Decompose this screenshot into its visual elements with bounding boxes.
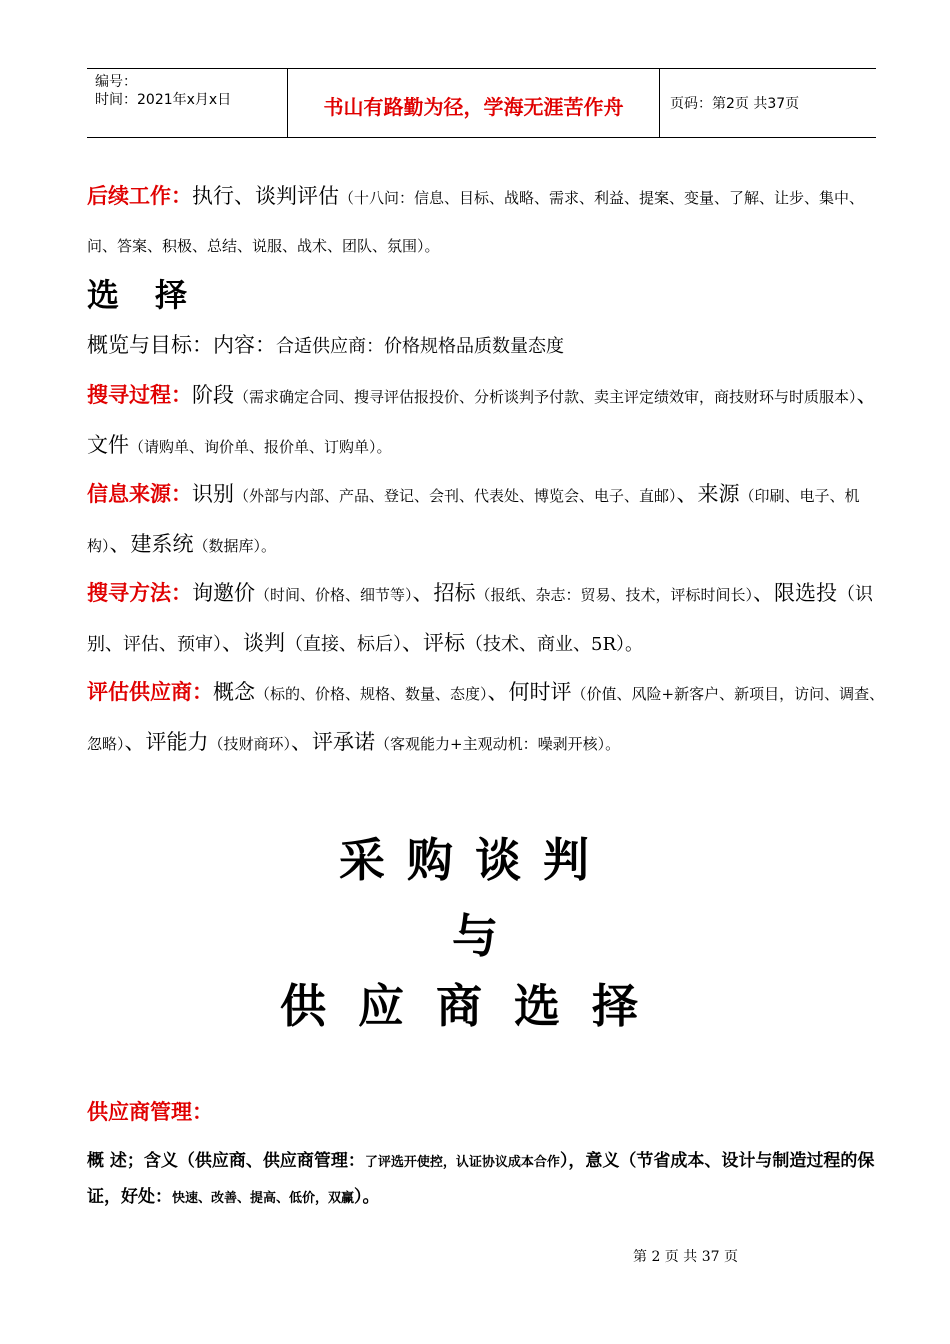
overview-note: 了评选开使控，认证协议成本合作 xyxy=(364,1155,560,1170)
paragraph-note: （直接、标后） xyxy=(285,634,402,655)
paragraph-note: （十八问：信息、目标、战略、需求、利益、提案、变量、了解、让步、集中、问、答案、积极、总结、说服、战术、团队、氛围）。 xyxy=(87,189,865,255)
paragraph-note: （外部与内部、产品、登记、会刊、代表处、博览会、电子、直邮） xyxy=(234,487,677,505)
paragraph-note: （技术、商业、5R）。 xyxy=(465,634,644,655)
document-number-label: 编号： xyxy=(95,74,137,90)
document-title-line-3: 供应商选择 xyxy=(280,979,670,1033)
header-info-cell xyxy=(87,69,287,137)
paragraph-search-method xyxy=(87,569,887,669)
paragraph-text: 、来源 xyxy=(676,482,740,506)
paragraph-text: 询邀价 xyxy=(192,581,255,605)
overview-text: 概 述；含义（供应商、供应商管理： xyxy=(87,1151,365,1171)
header-motto: 书山有路勤为径，学海无涯苦作舟 xyxy=(287,69,660,137)
paragraph-note: （报纸、杂志：贸易、技术，评标时间长） xyxy=(475,586,754,604)
paragraph-overview-goal xyxy=(87,321,887,371)
paragraph-text: 阶段 xyxy=(192,383,234,407)
follow-up-work-label: 后续工作： xyxy=(87,184,192,208)
paragraph-note: （时间、价格、细节等） xyxy=(255,586,413,604)
paragraph-note: （标的、价格、规格、数量、态度） xyxy=(255,685,488,703)
document-title-line-1: 采购谈判 xyxy=(339,833,611,887)
paragraph-text: 、何时评 xyxy=(487,680,572,704)
paragraph-text: 、文件 xyxy=(87,383,878,457)
paragraph-follow-up-work xyxy=(87,172,887,270)
search-process-label: 搜寻过程： xyxy=(87,383,192,407)
page-footer: 第 2 页 共 37 页 xyxy=(633,1249,738,1265)
search-method-label: 搜寻方法： xyxy=(87,581,192,605)
paragraph-text: 、评标 xyxy=(402,631,465,655)
paragraph-note: （价值、风险+新客户、新项目，访问、调查、忽略） xyxy=(87,685,885,753)
information-source-label: 信息来源： xyxy=(87,482,192,506)
overview-text: ）。 xyxy=(354,1187,380,1207)
paragraph-information-source xyxy=(87,470,887,570)
section-heading-select: 选择 xyxy=(87,276,224,314)
supplier-management-heading: 供应商管理： xyxy=(87,1100,213,1124)
paragraph-note: （识别、评估、预审） xyxy=(87,584,874,655)
paragraph-evaluate-supplier xyxy=(87,668,887,768)
paragraph-note: （印刷、电子、机构） xyxy=(87,487,860,555)
paragraph-note: （数据库）。 xyxy=(193,537,277,555)
paragraph-text: 、限选投 xyxy=(753,581,838,605)
paragraph-text: 、评承诺 xyxy=(291,730,376,754)
document-title-line-2: 与 xyxy=(452,909,498,963)
paragraph-text: 概念 xyxy=(213,680,255,704)
paragraph-note: 合适供应商：价格规格品质数量态度 xyxy=(276,336,564,357)
paragraph-note: （客观能力+主观动机：噪剥开核）。 xyxy=(375,735,621,753)
paragraph-text: 、评能力 xyxy=(124,730,209,754)
paragraph-text: 、建系统 xyxy=(109,532,194,556)
paragraph-note: （技财商环） xyxy=(208,735,292,753)
overview-text: ），意义（节省成本、设计与制造过程的保证，好处： xyxy=(87,1151,875,1207)
header-page-number: 页码：第2页 共37页 xyxy=(670,96,800,112)
document-time-label: 时间：2021年x月x日 xyxy=(95,92,232,108)
page-header xyxy=(87,68,876,138)
paragraph-text: 、谈判 xyxy=(222,631,285,655)
paragraph-text: 识别 xyxy=(192,482,234,506)
overview-paragraph xyxy=(87,1144,887,1216)
evaluate-supplier-label: 评估供应商： xyxy=(87,680,213,704)
paragraph-search-process xyxy=(87,371,887,471)
paragraph-note: （请购单、询价单、报价单、订购单）。 xyxy=(129,438,392,456)
paragraph-note: （需求确定合同、搜寻评估报投价、分析谈判予付款、卖主评定绩效审，商技财环与时质服本） xyxy=(234,388,857,406)
paragraph-text: 执行、谈判评估 xyxy=(192,184,339,208)
paragraph-text: 概览与目标：内容： xyxy=(87,333,276,357)
paragraph-text: 、招标 xyxy=(412,581,476,605)
overview-note: 快速、改善、提高、低价，双赢 xyxy=(172,1191,355,1206)
